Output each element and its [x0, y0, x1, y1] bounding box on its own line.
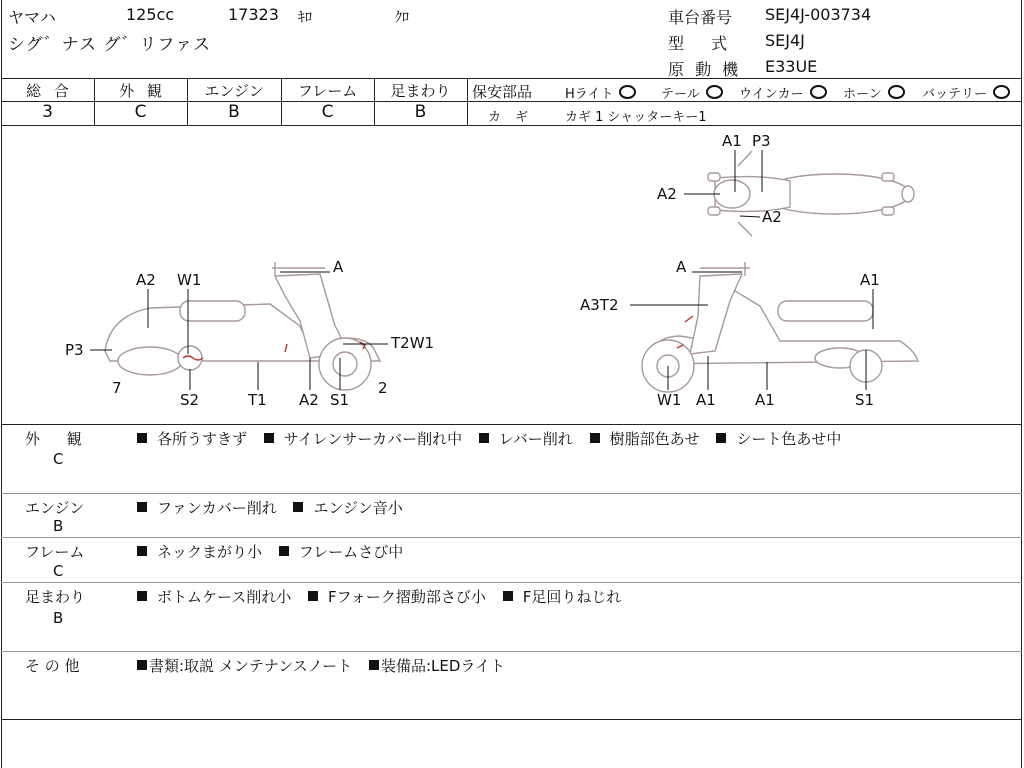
remark-grade-suspension: B	[53, 609, 64, 627]
remark-item	[279, 541, 403, 562]
safety-item-winker	[739, 83, 827, 102]
left-label-7: 7	[112, 379, 122, 397]
left-label-a2b: A2	[299, 391, 319, 409]
top-label-p3: P3	[752, 132, 771, 150]
remark-items-exterior	[137, 428, 853, 449]
safety-label: 保安部品	[472, 83, 533, 101]
remark-item-text: 樹脂部色あせ	[609, 430, 700, 448]
displacement: 125cc	[126, 5, 175, 24]
remark-label-other: そ の 他	[25, 657, 80, 675]
tail-ok-icon	[706, 85, 723, 99]
horn-ok-icon	[888, 85, 905, 99]
bullet-icon	[137, 502, 147, 512]
grade-label-engine: エンジン	[204, 82, 264, 100]
scooter-top-view	[708, 151, 914, 236]
remark-item	[308, 586, 486, 607]
remark-item-text: サイレンサーカバー削れ中	[283, 430, 463, 448]
remark-label-exterior: 外 観	[25, 430, 82, 448]
left-label-p3: P3	[65, 341, 84, 359]
top-label-a2-left: A2	[657, 185, 677, 203]
color: ｸﾛ	[395, 10, 409, 26]
remark-item	[137, 428, 247, 449]
model-label: 型 式	[668, 34, 728, 53]
remark-item	[369, 655, 505, 676]
key-label: カ ギ	[488, 110, 529, 125]
bullet-icon	[479, 433, 489, 443]
right-label-s1: S1	[855, 391, 875, 409]
remark-item-text: レバー削れ	[498, 430, 573, 448]
remarks-divider-4	[1, 651, 1022, 652]
bullet-icon	[137, 433, 147, 443]
safety-item-tail-label: テール	[661, 87, 700, 102]
right-label-w1: W1	[657, 391, 682, 409]
remarks-bottom	[1, 719, 1022, 720]
left-label-2: 2	[378, 379, 388, 397]
remark-item-text: 書類:取説 メンテナンスノート	[149, 657, 353, 675]
right-label-a: A	[676, 258, 687, 276]
remark-items-frame	[137, 541, 415, 562]
remark-items-other	[137, 655, 517, 676]
bullet-icon	[137, 546, 147, 556]
right-label-a1-top: A1	[860, 271, 880, 289]
safety-item-headlight	[565, 83, 636, 102]
grade-value-engine: B	[228, 102, 240, 122]
remark-grade-exterior: C	[53, 450, 64, 468]
frame-number-label: 車台番号	[668, 8, 733, 27]
key-value: カギ 1 シャッターキー1	[565, 110, 707, 125]
damage-diagram	[0, 126, 1022, 424]
bullet-icon	[590, 433, 600, 443]
model-name: シグ゛ナス グ゛リファス	[8, 35, 212, 55]
bullet-icon	[716, 433, 726, 443]
grade-label-overall: 総 合	[26, 82, 69, 100]
remark-item	[264, 428, 462, 449]
top-label-a1: A1	[722, 132, 742, 150]
left-label-t1: T1	[248, 391, 267, 409]
mileage-unit: ｷﾛ	[298, 10, 312, 26]
remark-item	[137, 655, 352, 676]
bullet-icon	[137, 660, 147, 670]
bullet-icon	[137, 591, 147, 601]
grade-value-exterior: C	[134, 102, 147, 122]
remark-item-text: シート色あせ中	[736, 430, 842, 448]
battery-ok-icon	[993, 85, 1010, 99]
remark-item-text: ファンカバー削れ	[157, 499, 277, 517]
headlight-ok-icon	[619, 85, 636, 99]
left-label-w1: W1	[177, 271, 202, 289]
left-label-a: A	[333, 258, 344, 276]
bullet-icon	[308, 591, 318, 601]
remark-item	[293, 497, 402, 518]
remark-item	[503, 586, 622, 607]
grade-label-frame: フレーム	[297, 82, 358, 100]
grade-label-suspension: 足まわり	[390, 82, 451, 100]
remark-item-text: エンジン音小	[313, 499, 403, 517]
bullet-icon	[264, 433, 274, 443]
remark-item-text: ネックまがり小	[157, 543, 263, 561]
grade-value-frame: C	[321, 102, 334, 122]
safety-item-headlight-label: Hライト	[565, 87, 614, 102]
remark-item-text: ボトムケース削れ小	[157, 588, 292, 606]
remark-item	[137, 541, 262, 562]
remark-item-text: フレームさび中	[298, 543, 404, 561]
bullet-icon	[369, 660, 379, 670]
left-label-s1: S1	[330, 391, 350, 409]
remark-item-text: Fフォーク摺動部さび小	[328, 588, 486, 606]
grade-value-suspension: B	[414, 102, 427, 122]
remark-items-engine	[137, 497, 415, 518]
remarks-divider-1	[1, 493, 1022, 494]
left-label-a2: A2	[136, 271, 156, 289]
winker-ok-icon	[810, 85, 827, 99]
bullet-icon	[293, 502, 303, 512]
engine-code: E33UE	[765, 57, 818, 76]
grade-row-top	[1, 78, 1022, 79]
right-label-a1-a: A1	[696, 391, 716, 409]
safety-item-battery-label: バッテリー	[922, 87, 988, 102]
engine-label: 原 動 機	[668, 60, 739, 79]
right-label-a1-b: A1	[755, 391, 775, 409]
remark-label-suspension: 足まわり	[25, 588, 86, 606]
remark-items-suspension	[137, 586, 633, 607]
grade-label-exterior: 外 観	[119, 82, 162, 100]
mileage-value: 17323	[228, 5, 279, 24]
remark-item	[137, 586, 291, 607]
remark-item-text: F足回りねじれ	[522, 588, 622, 606]
remark-item	[137, 497, 277, 518]
remark-item	[716, 428, 841, 449]
remark-grade-frame: C	[53, 562, 64, 580]
safety-item-winker-label: ウインカー	[739, 87, 804, 102]
maker: ヤマハ	[8, 8, 56, 27]
remark-item-text: 装備品:LEDライト	[380, 657, 505, 675]
frame-number: SEJ4J-003734	[765, 5, 872, 24]
bullet-icon	[279, 546, 289, 556]
remarks-divider-2	[1, 537, 1022, 538]
safety-item-horn	[843, 83, 905, 102]
remark-item	[479, 428, 573, 449]
grade-value-overall: 3	[42, 102, 53, 122]
remark-label-engine: エンジン	[25, 499, 85, 517]
right-label-a3t2: A3T2	[580, 296, 619, 314]
remark-item	[590, 428, 700, 449]
safety-item-horn-label: ホーン	[843, 87, 882, 102]
left-label-s2: S2	[180, 391, 200, 409]
grade-divider-5	[467, 78, 468, 125]
remarks-top	[1, 424, 1022, 425]
model-code: SEJ4J	[765, 31, 805, 50]
remarks-divider-3	[1, 582, 1022, 583]
left-label-t2w1: T2W1	[391, 334, 435, 352]
safety-item-tail	[661, 83, 723, 102]
safety-item-battery	[922, 83, 1010, 102]
remark-grade-engine: B	[53, 517, 64, 535]
bullet-icon	[503, 591, 513, 601]
remark-item-text: 各所うすきず	[157, 430, 248, 448]
top-label-a2-bottom: A2	[762, 208, 782, 226]
remark-label-frame: フレーム	[25, 543, 85, 561]
